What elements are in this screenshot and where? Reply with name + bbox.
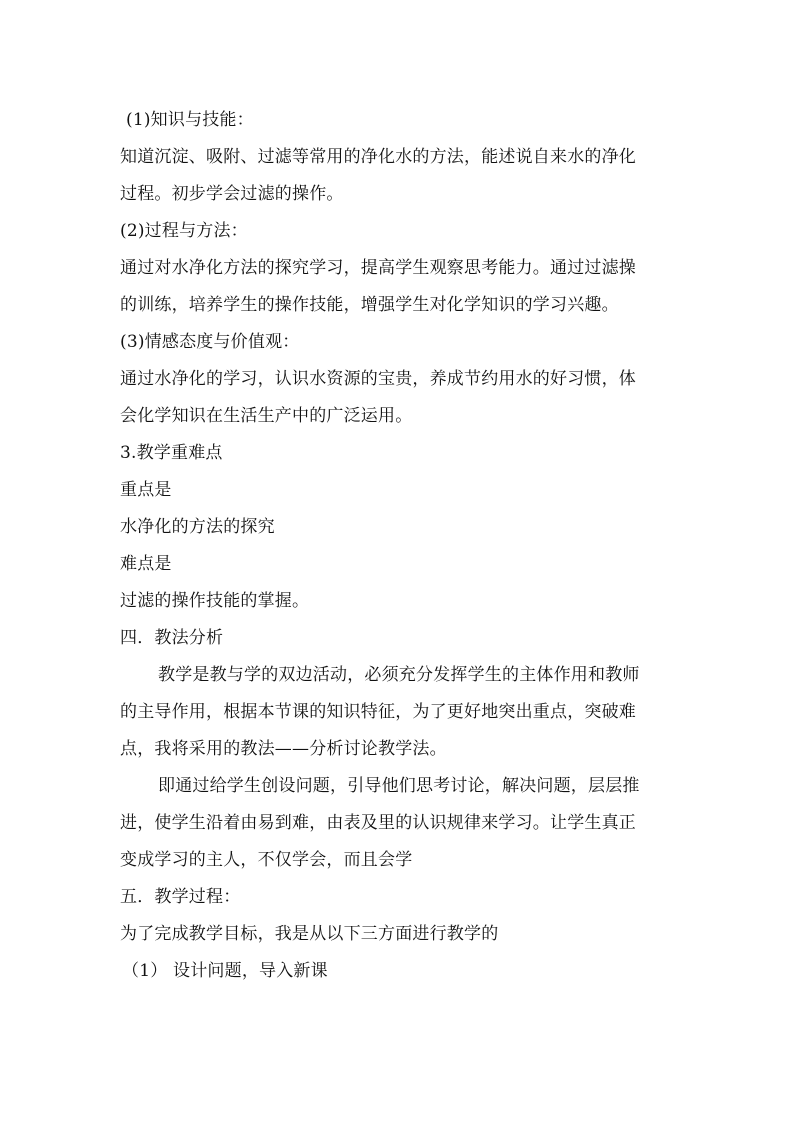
paragraph-line: 即通过给学生创设问题，引导他们思考讨论，解决问题，层层推	[158, 776, 640, 796]
heading-knowledge-skills: (1)知识与技能：	[126, 110, 254, 130]
section-heading-teaching-process: 五．教学过程：	[120, 887, 241, 907]
paragraph-line: 水净化的方法的探究	[120, 517, 275, 537]
paragraph-line: 变成学习的主人，不仅学会，而且会学	[120, 850, 413, 870]
label-difficult-point: 难点是	[120, 554, 172, 574]
paragraph-line: 点，我将采用的教法——分析讨论教学法。	[120, 739, 447, 759]
paragraph-line: 为了完成教学目标，我是从以下三方面进行教学的	[120, 924, 499, 944]
paragraph-line: 通过水净化的学习，认识水资源的宝贵，养成节约用水的好习惯，体	[120, 369, 636, 389]
label-key-point: 重点是	[120, 480, 172, 500]
heading-key-difficult-points: 3.教学重难点	[120, 443, 223, 463]
heading-attitude-values: (3)情感态度与价值观：	[120, 332, 300, 352]
heading-process-method: (2)过程与方法：	[120, 221, 248, 241]
paragraph-line: 教学是教与学的双边活动，必须充分发挥学生的主体作用和教师	[158, 665, 640, 685]
paragraph-line: 知道沉淀、吸附、过滤等常用的净化水的方法，能述说自来水的净化	[120, 147, 636, 167]
paragraph-line: 过滤的操作技能的掌握。	[120, 591, 310, 611]
paragraph-line: 的训练，培养学生的操作技能，增强学生对化学知识的学习兴趣。	[120, 295, 619, 315]
paragraph-line: 过程。初步学会过滤的操作。	[120, 184, 344, 204]
paragraph-line: 会化学知识在生活生产中的广泛运用。	[120, 406, 413, 426]
section-heading-teaching-method: 四．教法分析	[120, 628, 224, 648]
paragraph-line: 的主导作用，根据本节课的知识特征，为了更好地突出重点，突破难	[120, 702, 636, 722]
paragraph-line: 进，使学生沿着由易到难，由表及里的认识规律来学习。让学生真正	[120, 813, 636, 833]
paragraph-line: 通过对水净化方法的探究学习，提高学生观察思考能力。通过过滤操	[120, 258, 636, 278]
list-item-design-questions: （1） 设计问题，导入新课	[122, 961, 328, 981]
